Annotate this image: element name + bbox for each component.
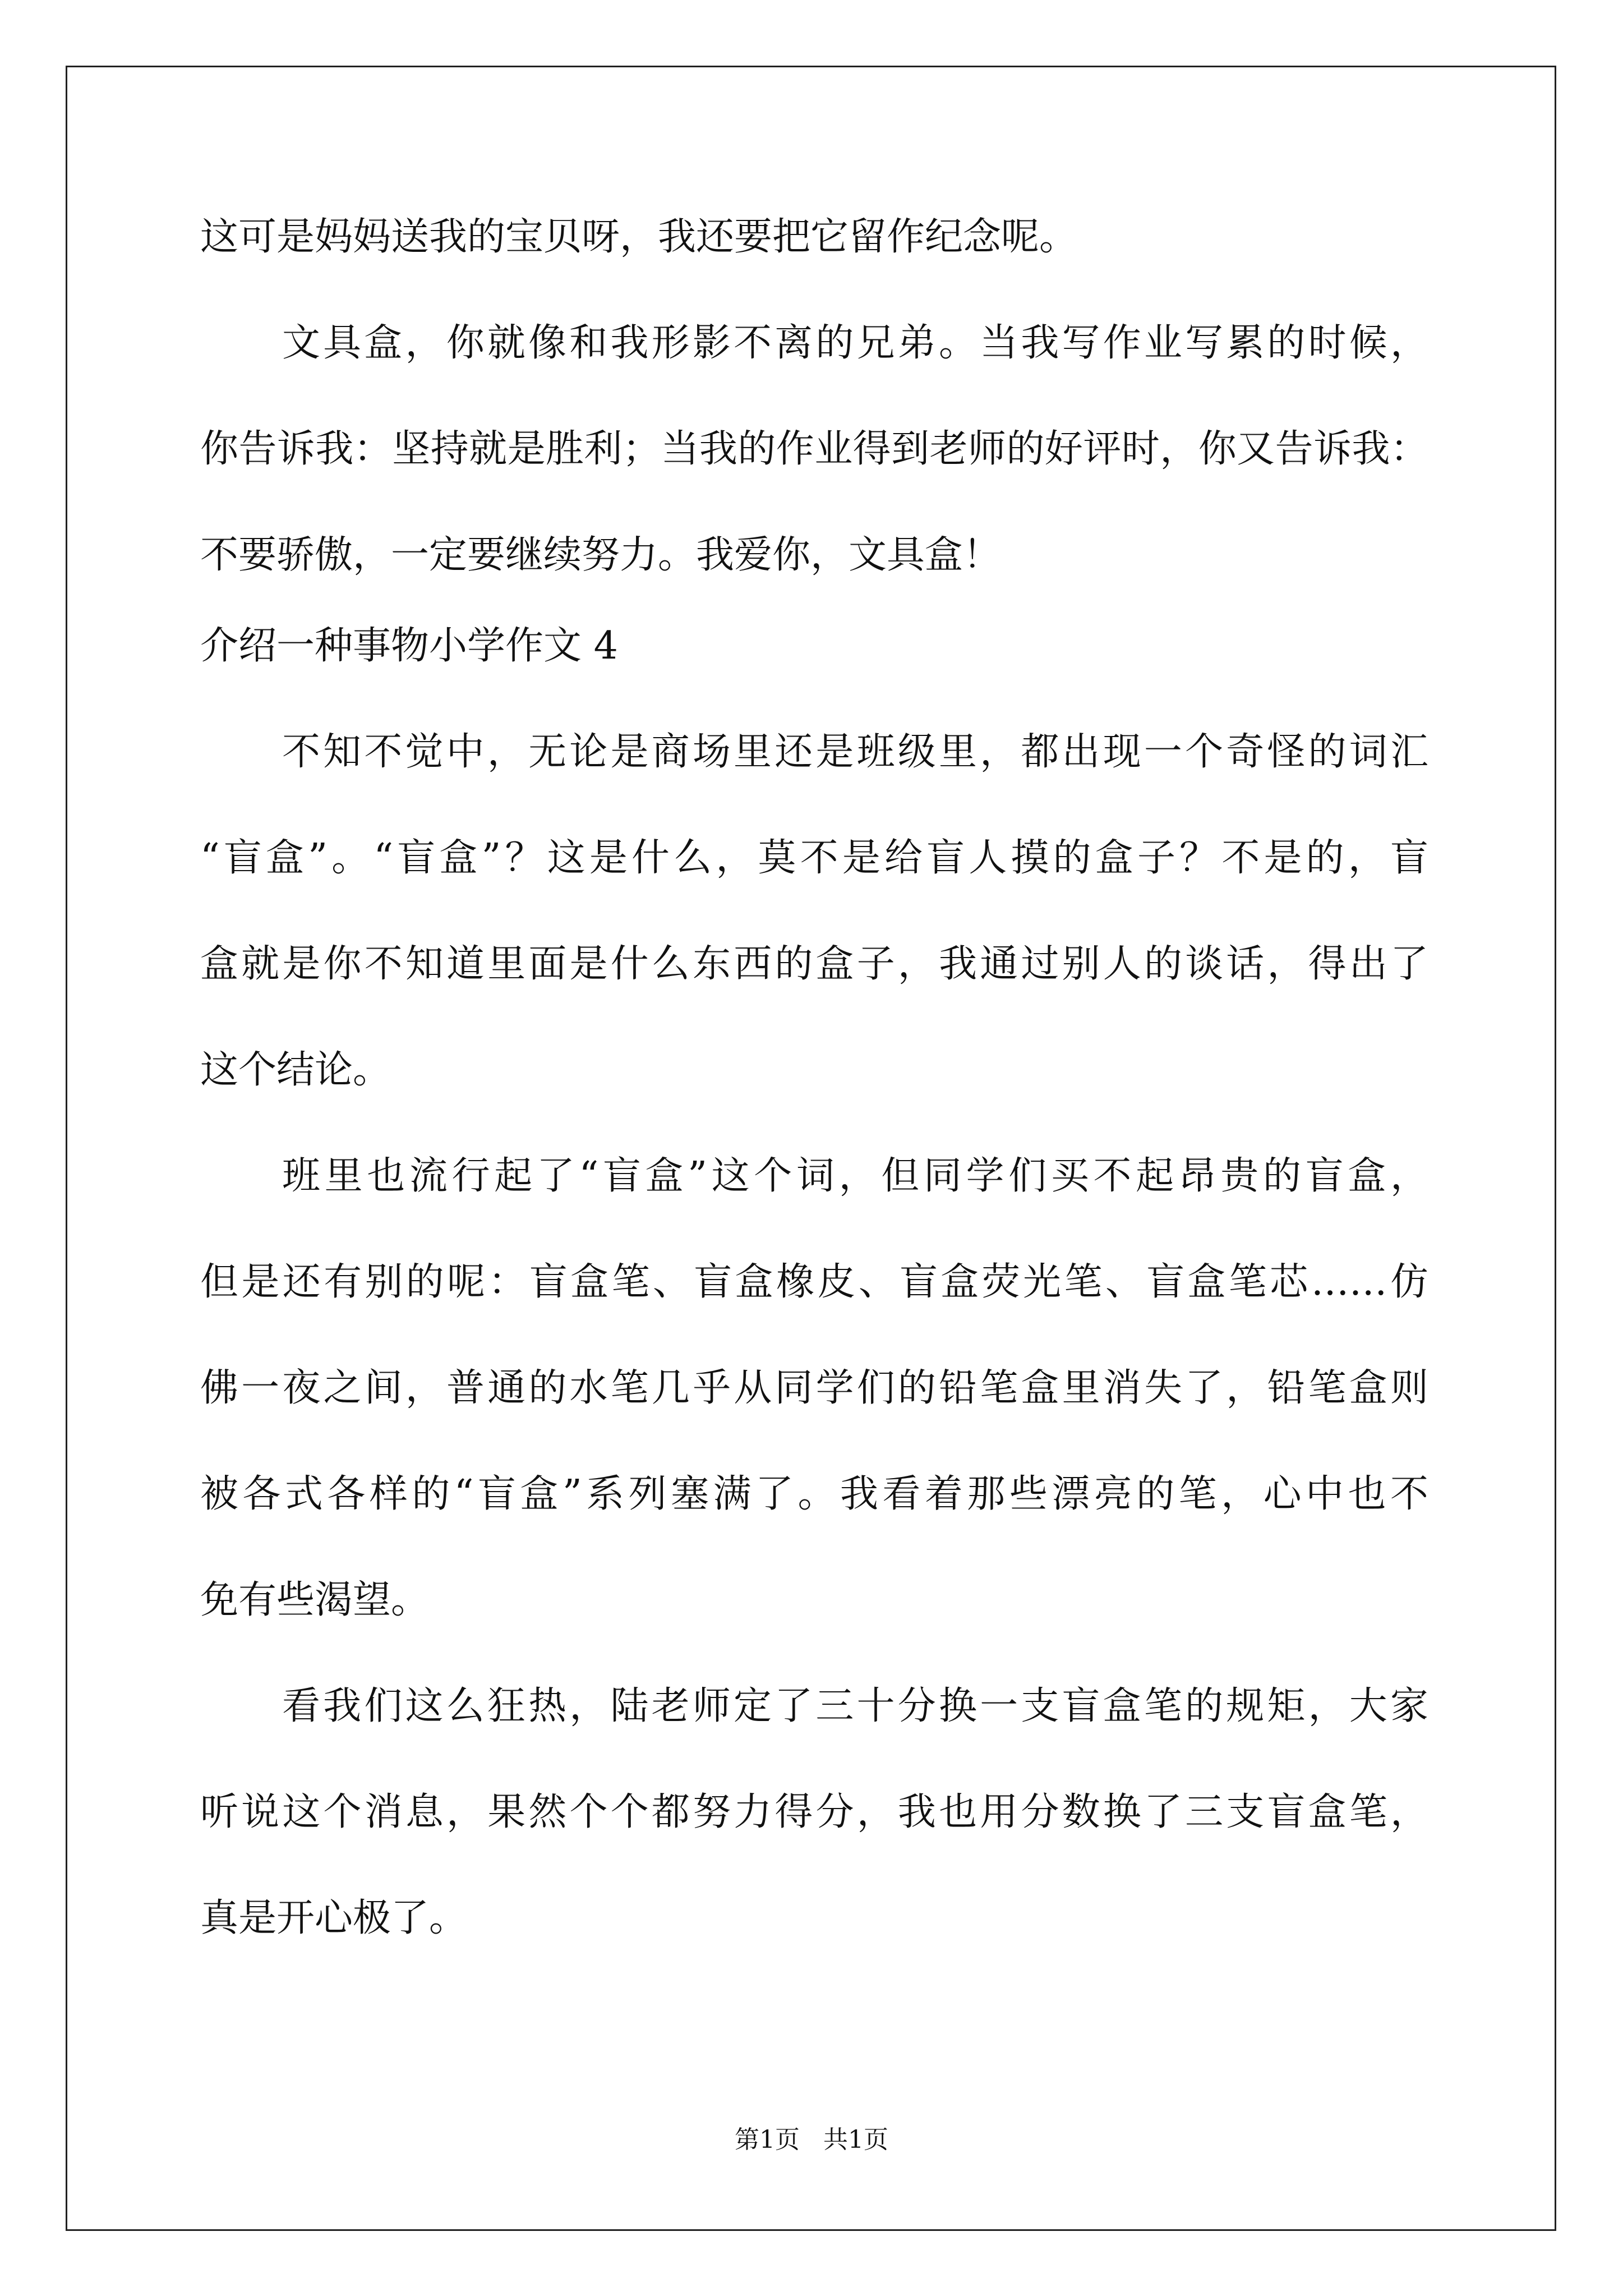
text-line: 看我们这么狂热，陆老师定了三十分换一支盲盒笔的规矩，大家 [282,1684,1428,1728]
text-line: 不要骄傲，一定要继续努力。我爱你，文具盒！ [200,533,1002,577]
text-line: 真是开心极了。 [200,1896,468,1940]
text-line: 被各式各样的“盲盒”系列塞满了。我看着那些漂亮的笔，心中也不 [200,1472,1428,1516]
text-line: “盲盒”。“盲盒”？这是什么，莫不是给盲人摸的盒子？不是的，盲 [200,836,1428,880]
text-line: 但是还有别的呢：盲盒笔、盲盒橡皮、盲盒荧光笔、盲盒笔芯……仿 [200,1260,1428,1304]
text-line: 佛一夜之间，普通的水笔几乎从同学们的铅笔盒里消失了，铅笔盒则 [200,1366,1428,1410]
text-line: 这可是妈妈送我的宝贝呀，我还要把它留作纪念呢。 [200,215,1078,259]
text-line: 免有些渴望。 [200,1578,430,1622]
section-heading: 介绍一种事物小学作文 4 [200,624,618,668]
text-line: 你告诉我：坚持就是胜利；当我的作业得到老师的好评时，你又告诉我： [200,427,1428,471]
text-line: 班里也流行起了“盲盒”这个词，但同学们买不起昂贵的盲盒， [282,1154,1428,1198]
text-line: 盒就是你不知道里面是什么东西的盒子，我通过别人的谈话，得出了 [200,942,1428,986]
text-line: 听说这个消息，果然个个都努力得分，我也用分数换了三支盲盒笔， [200,1790,1428,1834]
page-number-footer: 第1页 共1页 [735,2125,888,2154]
text-line: 文具盒，你就像和我形影不离的兄弟。当我写作业写累的时候， [282,321,1428,365]
document-body [200,210,1428,1945]
text-line: 不知不觉中，无论是商场里还是班级里，都出现一个奇怪的词汇 [282,730,1428,774]
text-line: 这个结论。 [200,1048,391,1092]
